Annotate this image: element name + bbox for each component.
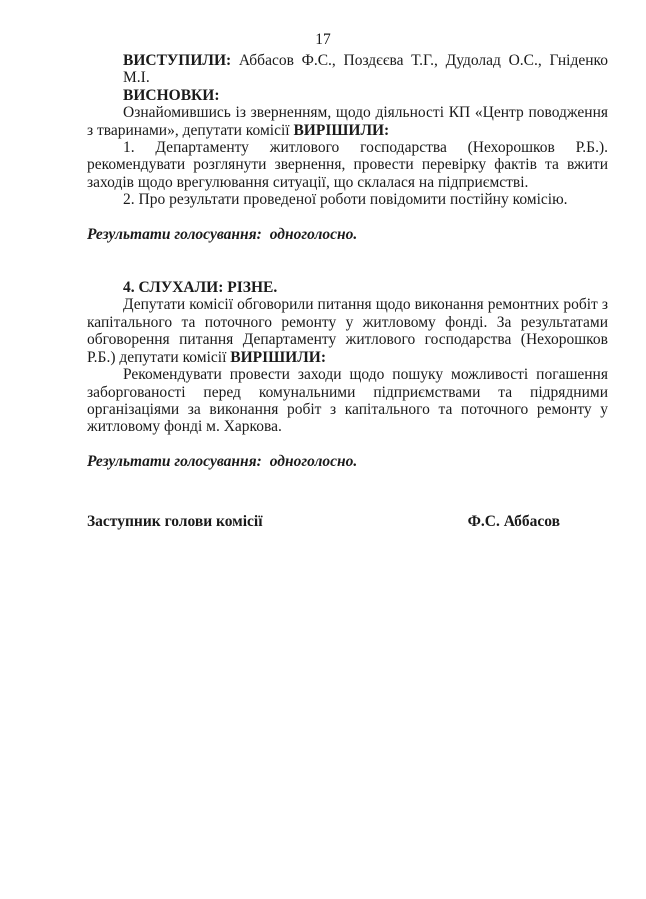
conclusions-intro-paragraph — [87, 104, 608, 139]
speakers-label: ВИСТУПИЛИ: — [123, 52, 232, 69]
vote-result-1 — [87, 226, 608, 243]
spacer — [87, 243, 608, 279]
signature-block — [87, 513, 608, 530]
section-4-recommendation: Рекомендувати провести заходи щодо пошуку можливості погашення заборгованості перед комунальними підприємствами та підрядними організаціями за виконання робіт з капітального та поточного ремонту у житловому фонді м. Харкова. — [87, 366, 608, 436]
vote-label-2: Результати голосування: — [87, 452, 262, 470]
spacer — [87, 209, 608, 226]
section-4-discussion: Депутати комісії обговорили питання щодо виконання ремонтних робіт з капітального та поточного ремонту у житловому фонді. За результатами обговорення питання Департаменту житлового господарства (Нехорошков Р.Б.) депутати комісії — [87, 296, 608, 366]
conclusions-decided: ВИРІШИЛИ: — [293, 121, 390, 139]
page-number: 17 — [315, 31, 331, 48]
signature-title: Заступник голови комісії — [87, 513, 263, 531]
speakers-paragraph — [87, 52, 608, 87]
conclusions-item-1: 1. Департаменту житлового господарства (Нехорошков Р.Б.). рекомендувати розглянути звернення, провести перевірку фактів та вжити заходів щодо врегулювання ситуації, що склалася на підприємстві. — [87, 139, 608, 191]
section-4-discussion-paragraph — [87, 296, 608, 366]
signature-name: Ф.С. Аббасов — [467, 513, 560, 531]
speakers-names: Аббасов Ф.С., Поздєєва Т.Г., Дудолад О.С., Гніденко М.І. — [123, 52, 609, 87]
vote-result-2 — [87, 453, 608, 470]
spacer — [87, 470, 608, 513]
conclusions-heading: ВИСНОВКИ: — [123, 86, 220, 104]
conclusions-item-2: 2. Про результати проведеної роботи повідомити постійну комісію. — [123, 191, 568, 209]
conclusions-intro: Ознайомившись із зверненням, щодо діяльності КП «Центр поводження з тваринами», депутати комісії — [87, 104, 608, 139]
spacer — [87, 436, 608, 453]
section-4-decided: ВИРІШИЛИ: — [230, 348, 326, 366]
vote-value-1: одноголосно. — [269, 225, 358, 243]
document-body — [87, 52, 608, 531]
section-4-heading: 4. СЛУХАЛИ: РІЗНЕ. — [123, 279, 278, 297]
vote-value-2: одноголосно. — [269, 452, 358, 470]
vote-label-1: Результати голосування: — [87, 225, 262, 243]
